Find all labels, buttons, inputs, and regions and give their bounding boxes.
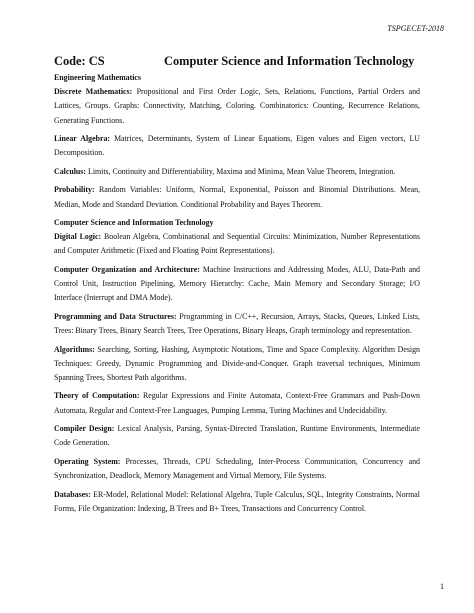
topic-name: Linear Algebra <box>54 134 108 144</box>
topic-text: ER-Model, Relational Model: Relational Algebra, Tuple Calculus, SQL, Integrity Constraints, Normal Forms, File Organization: Indexing, B Trees and B+ Trees, Transactions and Concurrency Control. <box>54 489 420 513</box>
topic-text: Random Variables: Uniform, Normal, Exponential, Poisson and Binomial Distributions. Mean, Median, Mode and Standard Deviation. Conditional Probability and Bayes Theorem. <box>54 185 420 209</box>
topic-text: Processes, Threads, CPU Scheduling, Inter-Process Communication, Concurrency and Synchronization, Deadlock, Memory Management and Virtual Memory, File Systems. <box>54 456 420 481</box>
syllabus-topic <box>54 132 420 160</box>
syllabus-topic <box>54 310 420 338</box>
syllabus-topic <box>54 343 420 386</box>
topic-name: Computer Organization and Architecture <box>54 264 198 274</box>
syllabus-topic <box>54 183 420 211</box>
topic-text: Regular Expressions and Finite Automata, Context-Free Grammars and Push-Down Automata, Regular and Context-Free Languages, Pumping Lemma, Turing Machines and Undecidability. <box>54 391 420 415</box>
syllabus-topic <box>54 389 420 417</box>
topic-name: Digital Logic <box>54 232 99 242</box>
section-heading: Computer Science and Information Technology <box>54 218 214 228</box>
topic-name: Probability <box>54 185 92 195</box>
syllabus-topic <box>54 488 420 516</box>
topic-separator: : <box>92 344 95 354</box>
topic-name: Theory of Computation <box>54 391 137 401</box>
topic-name: Operating System <box>54 456 118 466</box>
topic-separator: : <box>129 87 133 97</box>
topic-separator: : <box>88 489 91 499</box>
topic-separator: : <box>98 232 102 242</box>
topic-name: Databases <box>54 489 89 499</box>
topic-text: Boolean Algebra, Combinational and Sequential Circuits: Minimization, Number Representations and Computer Arithmetic (Fixed and Floating Point Representations). <box>54 232 420 256</box>
syllabus-topic <box>54 165 420 179</box>
syllabus-body <box>54 71 420 520</box>
subject-name: Computer Science and Information Technology <box>164 54 415 68</box>
topic-separator: : <box>136 391 140 401</box>
topic-text: Lexical Analysis, Parsing, Syntax-Directed Translation, Runtime Environments, Intermediate Code Generation. <box>54 424 420 448</box>
topic-name: Algorithms <box>54 344 93 354</box>
topic-text: Propositional and First Order Logic, Sets, Relations, Functions, Partial Orders and Lattices, Groups. Graphs: Connectivity, Matching, Coloring. Combinatorics: Counting, Recurrence Relations, Generating Functions. <box>54 87 420 125</box>
topic-text: Limits, Continuity and Differentiability, Maxima and Minima, Mean Value Theorem, Integration. <box>86 166 396 176</box>
syllabus-topic <box>54 85 420 128</box>
topic-separator: : <box>173 311 177 321</box>
topic-text: Programming in C/C++, Recursion, Arrays, Stacks, Queues, Linked Lists, Trees: Binary Trees, Binary Search Trees, Tree Operations, Binary Heaps, Graph terminology and representation. <box>54 311 421 336</box>
syllabus-topic <box>54 263 420 306</box>
topic-text: Matrices, Determinants, System of Linear Equations, Eigen values and Eigen vectors, LU Decomposition. <box>54 134 420 158</box>
topic-name: Compiler Design <box>54 424 112 434</box>
topic-separator: : <box>117 456 121 466</box>
syllabus-topic <box>54 455 420 483</box>
page-number: 1 <box>440 582 444 591</box>
topic-separator: : <box>197 264 200 274</box>
subject-code: Code: CS <box>54 54 105 68</box>
topic-separator: : <box>92 185 95 195</box>
syllabus-topic <box>54 422 420 450</box>
topic-text: Machine Instructions and Addressing Modes, ALU, Data-Path and Control Unit, Instruction Pipelining, Memory Hierarchy: Cache, Main Memory and Secondary Storage; I/O Interface (Interrupt and DMA Mode). <box>54 264 420 303</box>
document-title <box>54 54 444 69</box>
topic-separator: : <box>83 166 87 176</box>
topic-name: Programming and Data Structures <box>54 311 174 321</box>
topic-name: Calculus <box>54 166 84 176</box>
syllabus-topic <box>54 230 420 258</box>
topic-separator: : <box>107 134 111 144</box>
section-heading: Engineering Mathematics <box>54 73 142 82</box>
topic-name: Discrete Mathematics <box>54 87 130 97</box>
exam-header: TSPGECET-2018 <box>387 24 444 33</box>
topic-separator: : <box>111 424 115 434</box>
topic-text: Searching, Sorting, Hashing, Asymptotic Notations, Time and Space Complexity. Algorithm Design Techniques: Greedy, Dynamic Programming and Divide-and-Conquer. Graph traversal techniques, Minimum Spanning Trees, Shortest Path algorithms. <box>54 344 420 382</box>
